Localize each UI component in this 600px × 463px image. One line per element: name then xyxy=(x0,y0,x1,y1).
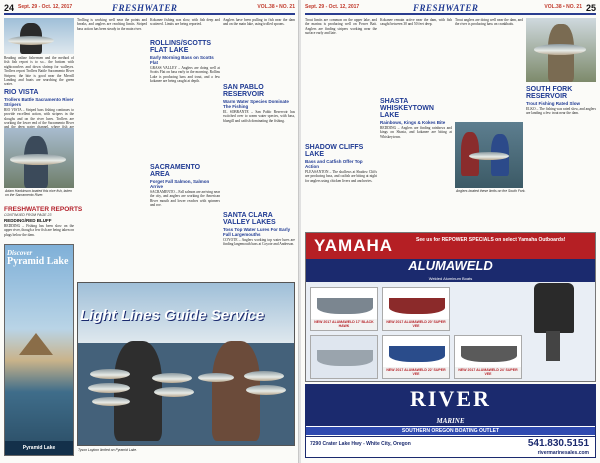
yamaha-tagline: See us for REPOWER SPECIALS on select Yamaha Outboards! xyxy=(416,237,566,243)
boat-card-2-label: NEW 2017 ALUMAWELD 20' SUPER VEE xyxy=(383,319,449,330)
river-marine-banner xyxy=(306,385,595,417)
rollins-body: GRASS VALLEY – Anglers are doing well at Scotts Flat on bass early in the morning. Rollins Lake is producing bass and trout, and a few kokanee are being caught at depth. xyxy=(150,66,220,84)
fish-shape xyxy=(198,373,234,382)
outboard-motor-icon xyxy=(534,283,574,333)
right-col3-text: Trout anglers are doing well near the dam, and the river is producing bass on crankbaits. xyxy=(455,18,523,27)
rollins-headline: ROLLINS/SCOTTS FLAT LAKE xyxy=(150,40,212,54)
right-page-header xyxy=(305,3,596,15)
fish-shape xyxy=(152,373,192,383)
fish-shape xyxy=(154,387,194,397)
boat-hull-shape xyxy=(317,350,373,366)
yamaha-banner xyxy=(306,233,595,259)
yamaha-alumaweld-ad[interactable] xyxy=(305,232,596,382)
left-page-section: FRESHWATER xyxy=(112,3,178,13)
river-marine-name2: MARINE xyxy=(306,417,595,426)
col1-intro: Reading online fishermen and the method of fish fish report is to so... the bottom with nightcrawlers and down shrimp for walleyes. Trollers report Trollers Battle Sacramento River Stripers; the bite is good near the Merrill Landing and boats are searching the green water. xyxy=(4,56,74,87)
fish-shape xyxy=(469,152,509,160)
south-fork-col xyxy=(526,84,596,228)
left-col-2 xyxy=(77,18,147,208)
right-col2-text: Kokanee remain active near the dam, with fish caught between 30 and 50 feet deep. xyxy=(380,18,452,27)
pyramid-rock-shape xyxy=(19,333,53,355)
san-pablo-headline: SAN PABLO RESERVOIR xyxy=(223,84,265,98)
pyramid-lake-ad[interactable] xyxy=(4,244,74,456)
outboard-shaft xyxy=(546,331,560,361)
boat-hull-shape xyxy=(389,298,445,314)
right-page-section: FRESHWATER xyxy=(413,3,479,13)
boat-hull-shape xyxy=(389,346,445,362)
light-lines-caption: Tyson Laybon limited on Pyramid Lake. xyxy=(78,448,138,452)
top-left-photo xyxy=(4,18,74,54)
left-page-number: 24 xyxy=(4,3,15,13)
santa-clara-headline: SANTA CLARA VALLEY LAKES xyxy=(223,212,276,226)
boat-card-2[interactable] xyxy=(382,287,450,331)
left-page-header xyxy=(4,3,295,15)
boat-card-3-label: NEW 2017 ALUMAWELD 22' SUPER VEE xyxy=(383,367,449,378)
fish-shape xyxy=(92,397,130,406)
river-marine-address: 7290 Crater Lake Hwy - White City, Oregon xyxy=(310,441,411,447)
right-col-2 xyxy=(380,18,452,228)
right-page-dates: Sept. 29 - Oct. 12, 2017 xyxy=(305,4,360,10)
light-lines-title: Light Lines Guide Service xyxy=(80,307,265,324)
right-page xyxy=(301,0,600,463)
san-pablo-subhead: Warm Water Species Dominate The Fishing xyxy=(223,99,289,109)
fish-shape xyxy=(90,369,130,379)
left-page xyxy=(0,0,299,463)
right-page-number: 25 xyxy=(585,3,596,13)
alumaweld-subtitle: Welded Aluminum Boats xyxy=(306,276,595,282)
river-marine-logo: RIVER xyxy=(410,386,491,411)
rio-vista-body: RIO VISTA – Striped bass fishing continues to provide excellent action, with stripers in the sloughs and on the river lures. Trollers are working the lower end of the Sacramento River xyxy=(4,107,74,126)
boat-hull-shape xyxy=(461,346,517,362)
boat-hull-shape xyxy=(317,298,373,314)
santa-clara-body: COYOTE – Anglers working top water lures are finding largemouth bass at Coyote and Anderson. xyxy=(223,238,295,247)
sacramento-subhead: Forget Fall Salmon, Salmon Arrive xyxy=(150,179,210,189)
alumaweld-logo: ALUMAWELD xyxy=(306,259,595,277)
san-pablo-body: EL SOBRANTE – San Pablo Reservoir has switched over to warm water species, with bass, bluegill and catfish dominating the fishing. xyxy=(223,110,295,123)
pyramid-ad-title: Pyramid Lake xyxy=(7,256,69,267)
south-fork-caption: Anglers boated these limits on the South Fork. xyxy=(456,189,526,193)
left-page-volume: VOL.38 • NO. 21 xyxy=(257,4,295,10)
col3-text: Kokanee fishing was slow, with fish deep and scattered. Limits are being reported. xyxy=(150,18,220,27)
top-right-photo xyxy=(526,18,596,82)
col2-text: Trolling is working well near the points and breaks, and anglers are reaching limits. Striped bass action has been steady in the main river. xyxy=(77,18,147,31)
fish-shape xyxy=(534,44,586,55)
sacramento-headline: SACRAMENTO AREA xyxy=(150,164,201,178)
right-col-1 xyxy=(305,18,377,228)
sacramento-body: SACRAMENTO – Fall salmon are arriving near the city, and anglers are working the American River mouth and lower reaches with spinners and roe. xyxy=(150,190,220,208)
south-fork-subhead: Trout Fishing Rated Slow xyxy=(526,101,580,106)
freshwater-reports-byline: CONTINUED FROM PAGE 23 xyxy=(4,213,52,217)
boat-card-1[interactable] xyxy=(310,287,378,331)
left-col-3 xyxy=(150,18,220,280)
redding-subhead: REDDING/RED BLUFF xyxy=(4,218,52,223)
left-page-dates: Sept. 29 - Oct. 12, 2017 xyxy=(18,4,73,10)
boat-card-photo xyxy=(310,335,378,379)
fish-shape xyxy=(88,383,130,393)
col4-text: Anglers have been pulling in fish near the dam and on the main lake, using trolled spoons. xyxy=(223,18,295,27)
boat-card-4-label: NEW 2017 ALUMAWELD 24' SUPER VEE xyxy=(455,367,521,378)
river-marine-subtitle: SOUTHERN OREGON BOATING OUTLET xyxy=(306,427,595,435)
rollins-subhead: Early Morning Bass on Scotts Flat xyxy=(150,55,214,65)
shadow-cliffs-body: PLEASANTON – The shallows at Shadow Cliffs are producing bass, and catfish are biting at night for anglers using chicken livers and anchovies. xyxy=(305,170,377,183)
river-marine-ad[interactable] xyxy=(305,384,596,458)
fish-shape xyxy=(8,36,54,45)
shasta-subhead: Rainbows, Kings & Kokes Bite xyxy=(380,120,446,125)
rio-vista-headline: RIO VISTA xyxy=(4,88,39,96)
shasta-body: REDDING – Anglers are finding rainbows and kings on Shasta, and kokanee are biting at Whiskeytown. xyxy=(380,126,452,139)
boat-card-3[interactable] xyxy=(382,335,450,379)
fish-shape xyxy=(246,385,286,395)
rio-vista-photo xyxy=(4,128,74,188)
south-fork-photo xyxy=(455,122,523,188)
redding-body: REDDING – Fishing has been slow on the upper river, though a few fish are being taken on plugs below the dam. xyxy=(4,224,74,237)
left-col-4 xyxy=(223,18,295,280)
freshwater-reports-body-col xyxy=(4,213,74,241)
freshwater-reports-headline: FRESHWATER REPORTS xyxy=(4,206,83,213)
shadow-cliffs-headline: SHADOW CLIFFS LAKE xyxy=(305,144,364,158)
shadow-cliffs-subhead: Bass and Catfish Offer Top Action xyxy=(305,159,363,169)
right-page-volume: VOL.38 • NO. 21 xyxy=(544,4,582,10)
santa-clara-subhead: Toss Top Water Lures For Early Fall Largemouths xyxy=(223,227,291,237)
pyramid-ad-discover: Discover xyxy=(7,249,33,257)
light-lines-ad[interactable] xyxy=(77,282,295,446)
boat-card-4[interactable] xyxy=(454,335,522,379)
rio-vista-subhead: Trollers Battle Sacramento River Stripers xyxy=(4,96,74,107)
south-fork-body: ELKO – The fishing was rated slow, and anglers are landing a few trout near the dam. xyxy=(526,107,596,116)
river-marine-url[interactable]: rivermarinesales.com xyxy=(537,450,589,456)
river-marine-contact xyxy=(306,436,595,450)
right-col1-intro: Trout limits are common on the upper lake, and the marina is producing well on Power Bait. Anglers are finding stripers working near the surface early and late. xyxy=(305,18,377,36)
boat-card-1-label: NEW 2017 ALUMAWELD 17' BLACK HAWK xyxy=(311,319,377,330)
pyramid-ad-footer: Pyramid Lake xyxy=(5,441,73,455)
yamaha-logo: YAMAHA xyxy=(314,236,394,255)
river-marine-phone[interactable]: 541.830.5151 xyxy=(527,438,589,449)
south-fork-headline: SOUTH FORK RESERVOIR xyxy=(526,86,573,100)
striped-bass-shape xyxy=(10,154,66,165)
shasta-headline: SHASTA WHISKEYTOWN LAKE xyxy=(380,98,434,119)
fish-shape xyxy=(244,371,284,381)
rio-vista-photo-caption: Adam Hankinson boated this nice fish, taken on the Sacramento River. xyxy=(5,189,72,197)
